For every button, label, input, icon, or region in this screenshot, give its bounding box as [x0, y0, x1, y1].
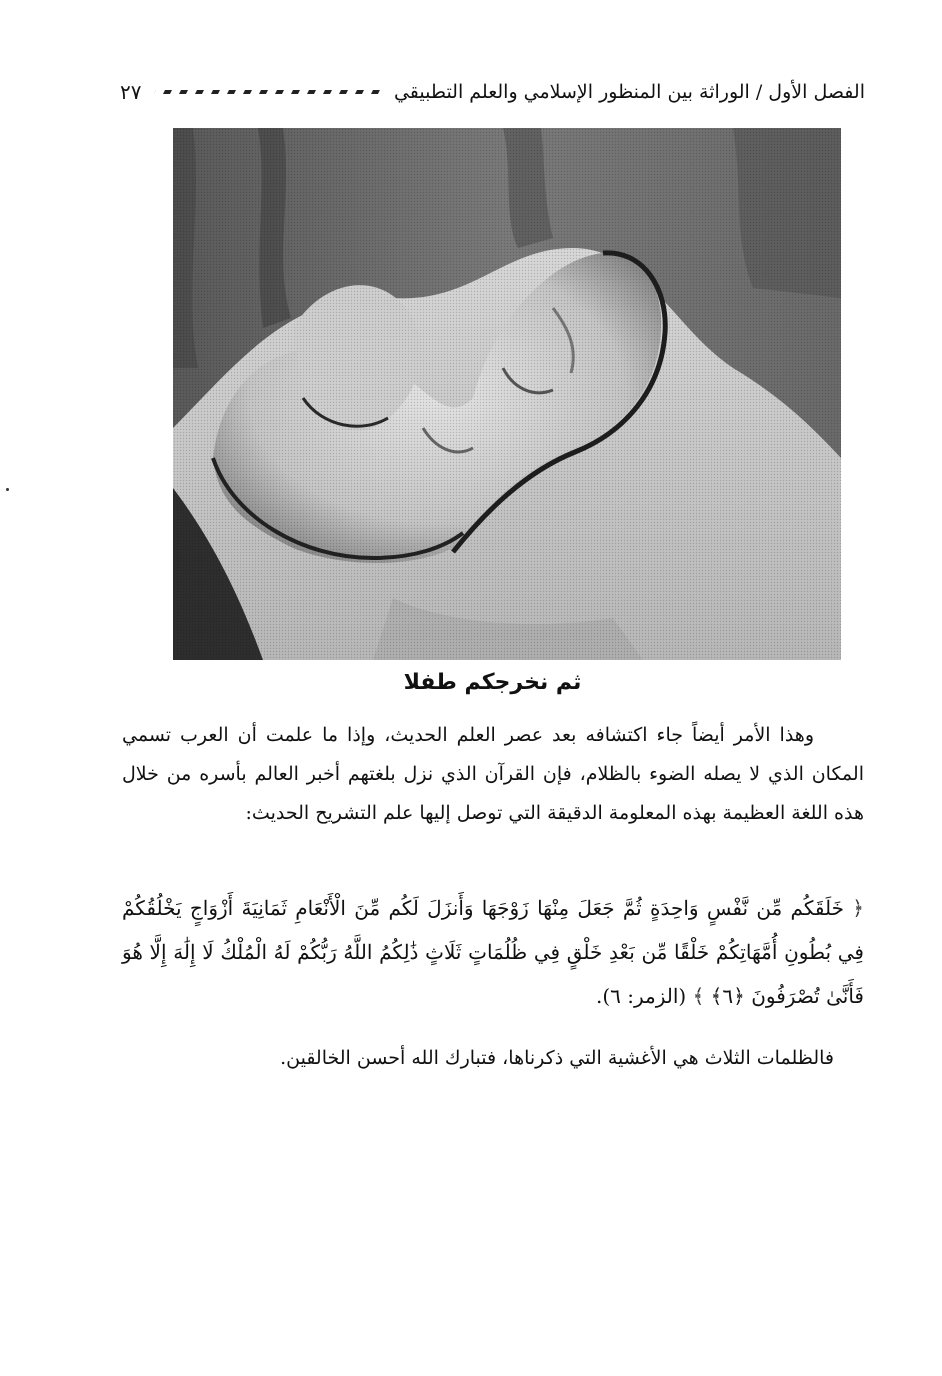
- verse-text: خَلَقَكُم مِّن نَّفْسٍ وَاحِدَةٍ ثُمَّ جَعَلَ مِنْهَا زَوْجَهَا وَأَنزَلَ لَكُم مِّنَ الْأَنْعَامِ ثَمَانِيَةَ أَزْوَاجٍ يَخْلُقُكُمْ فِي بُطُونِ أُمَّهَاتِكُمْ خَلْقًا مِّن بَعْدِ خَلْقٍ فِي ظُلُمَاتٍ ثَلَاثٍ ذَٰلِكُمُ اللَّهُ رَبُّكُمْ لَهُ الْمُلْكُ لَا إِلَٰهَ إِلَّا هُوَ فَأَنَّىٰ تُصْرَفُونَ: [122, 896, 864, 1008]
- body-paragraph: [122, 716, 864, 833]
- verse-open-bracket: ﴿: [852, 896, 864, 920]
- page-header: [120, 74, 865, 110]
- verse-reference: (الزمر: ٦).: [595, 984, 687, 1008]
- quran-verse-block: [122, 886, 864, 1018]
- running-title: الفصل الأول / الوراثة بين المنظور الإسلامي والعلم التطبيقي: [393, 81, 865, 103]
- fetus-photograph-drawing: [173, 128, 841, 660]
- page-number: ٢٧: [120, 80, 142, 104]
- figure-caption: ثم نخرجكم طفلا: [403, 670, 582, 695]
- header-dotted-rule: [155, 90, 381, 94]
- scan-speck: [6, 488, 9, 491]
- paragraph-text: وهذا الأمر أيضاً جاء اكتشافه بعد عصر العلم الحديث، وإذا ما علمت أن العرب تسمي المكان الذي لا يصله الضوء بالظلام، فإن القرآن الذي نزل بلغتهم أخبر العالم بأسره من خلال هذه اللغة العظيمة بهذه المعلومة الدقيقة التي توصل إليها علم التشريح الحديث:: [122, 724, 864, 824]
- verse-close-bracket: ﴾: [692, 984, 705, 1008]
- fetus-photograph: [173, 128, 841, 660]
- verse-number: ﴿٦﴾: [710, 984, 745, 1008]
- conclusion-paragraph: فالظلمات الثلاث هي الأغشية التي ذكرناها، فتبارك الله أحسن الخالقين.: [280, 1047, 834, 1069]
